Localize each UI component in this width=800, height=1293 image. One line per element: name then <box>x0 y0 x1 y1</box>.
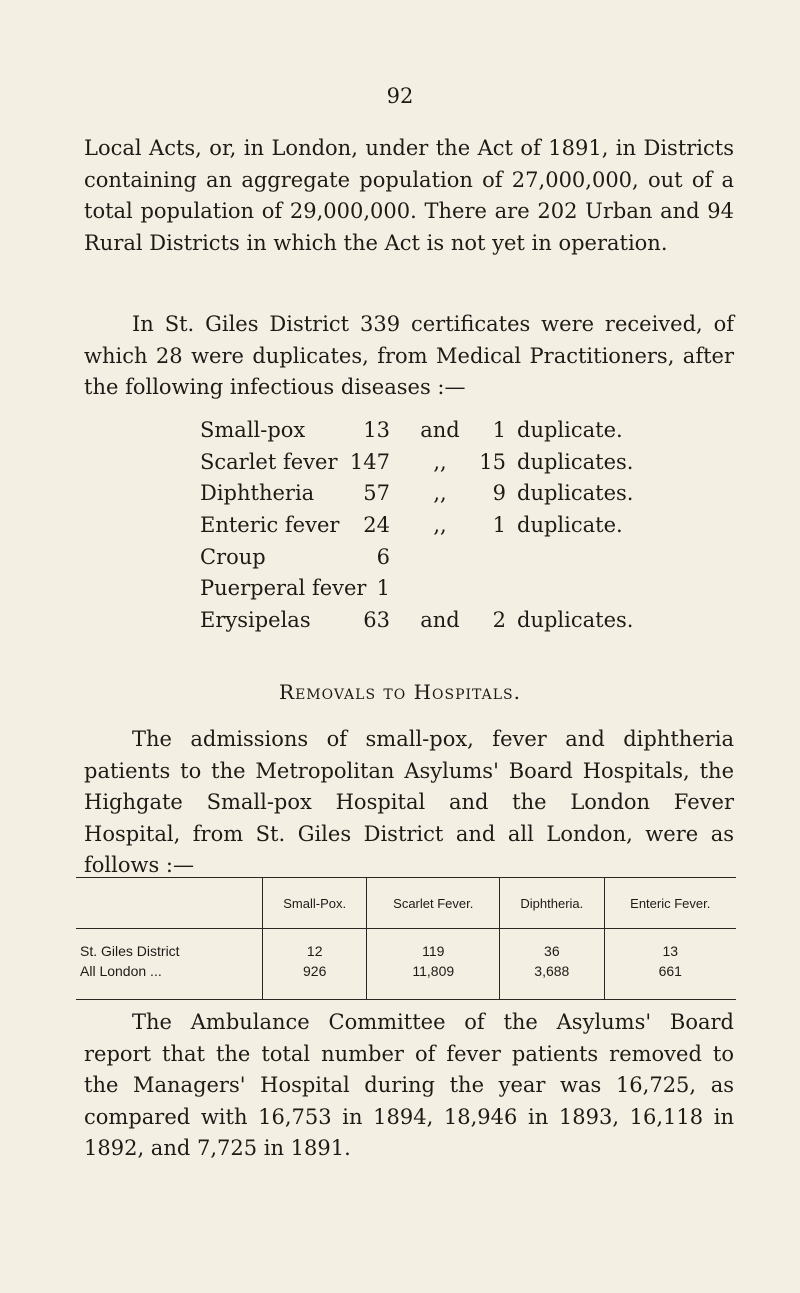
disease-name: Small-pox <box>200 418 306 442</box>
disease-duplicate-word: duplicates. <box>517 608 634 633</box>
paragraph-admissions: The admissions of small-pox, fever and diphtheria patients to the Metropolitan Asylums' Board Hospitals, the Highgate Small-pox Hospital and the London Fever Hospital, from St. Giles District and all London, were as follows :— <box>84 727 734 878</box>
disease-connector: and <box>420 418 460 442</box>
admissions-table <box>76 877 736 1000</box>
table-cell: 12 <box>263 929 367 962</box>
disease-count: 24 <box>363 513 390 538</box>
paragraph-ambulance: The Ambulance Committee of the Asylums' Board report that the total number of fever patients removed to the Managers' Hospital during the year was 16,725, as compared with 16,753 in 1894, 18,946 in 1893, 16,118 in 1892, and 7,725 in 1891. <box>84 1010 734 1161</box>
disease-duplicate-word: duplicates. <box>517 481 634 506</box>
disease-name: Erysipelas <box>200 608 311 633</box>
disease-count: 147 <box>349 449 390 474</box>
disease-count: 57 <box>363 481 390 506</box>
disease-connector: ,, <box>433 513 447 538</box>
paragraph-certificates: In St. Giles District 339 certificates were received, of which 28 were duplicates, from Medical Practitioners, after the following infectious diseases :— <box>84 312 734 400</box>
table-header-diphtheria: Diphtheria. <box>500 878 604 929</box>
disease-row <box>200 481 680 513</box>
disease-connector: and <box>420 608 460 633</box>
disease-connector: ,, <box>433 449 447 474</box>
table-row <box>76 929 736 962</box>
table-cell: 11,809 <box>367 961 500 999</box>
disease-count: 63 <box>363 608 390 633</box>
table-header-blank <box>76 878 263 929</box>
disease-duplicates: 15 <box>479 449 506 474</box>
page-number: 92 <box>386 84 414 108</box>
table-header-scarlet-fever: Scarlet Fever. <box>367 878 500 929</box>
section-heading: Removals to Hospitals. <box>279 680 521 704</box>
table-cell: 13 <box>604 929 736 962</box>
disease-count: 13 <box>363 418 390 442</box>
disease-row <box>200 608 680 640</box>
table-cell: 661 <box>604 961 736 999</box>
table-header-enteric-fever: Enteric Fever. <box>604 878 736 929</box>
table-row-label: All London ... <box>80 963 162 979</box>
table-header-row <box>76 878 736 929</box>
disease-connector: ,, <box>433 481 447 506</box>
disease-name: Enteric fever <box>200 513 340 538</box>
table-row-label: St. Giles District <box>80 943 180 959</box>
disease-list <box>200 418 680 640</box>
disease-count: 6 <box>376 544 390 569</box>
table-cell: 926 <box>263 961 367 999</box>
disease-duplicate-word: duplicate. <box>517 513 623 538</box>
disease-duplicates: 1 <box>492 418 506 442</box>
disease-duplicates: 9 <box>492 481 506 506</box>
disease-name: Puerperal fever <box>200 576 367 601</box>
disease-duplicate-word: duplicate. <box>517 418 623 442</box>
table-cell: 119 <box>367 929 500 962</box>
disease-name: Scarlet fever <box>200 449 338 474</box>
disease-row <box>200 576 680 608</box>
disease-duplicate-word: duplicates. <box>517 449 634 474</box>
table-row <box>76 961 736 999</box>
disease-count: 1 <box>376 576 390 601</box>
table-header-small-pox: Small-Pox. <box>263 878 367 929</box>
disease-row <box>200 513 680 545</box>
disease-row <box>200 545 680 577</box>
disease-duplicates: 1 <box>492 513 506 538</box>
disease-name: Croup <box>200 544 266 569</box>
disease-duplicates: 2 <box>492 608 506 633</box>
disease-name: Diphtheria <box>200 481 315 506</box>
disease-row <box>200 418 680 450</box>
table-cell: 3,688 <box>500 961 604 999</box>
disease-row <box>200 450 680 482</box>
paragraph-local-acts: Local Acts, or, in London, under the Act of 1891, in Districts containing an aggregate population of 27,000,000, out of a total population of 29,000,000. There are 202 Urban and 94 Rural Districts in which the Act is not yet in operation. <box>84 136 734 255</box>
table-cell: 36 <box>500 929 604 962</box>
